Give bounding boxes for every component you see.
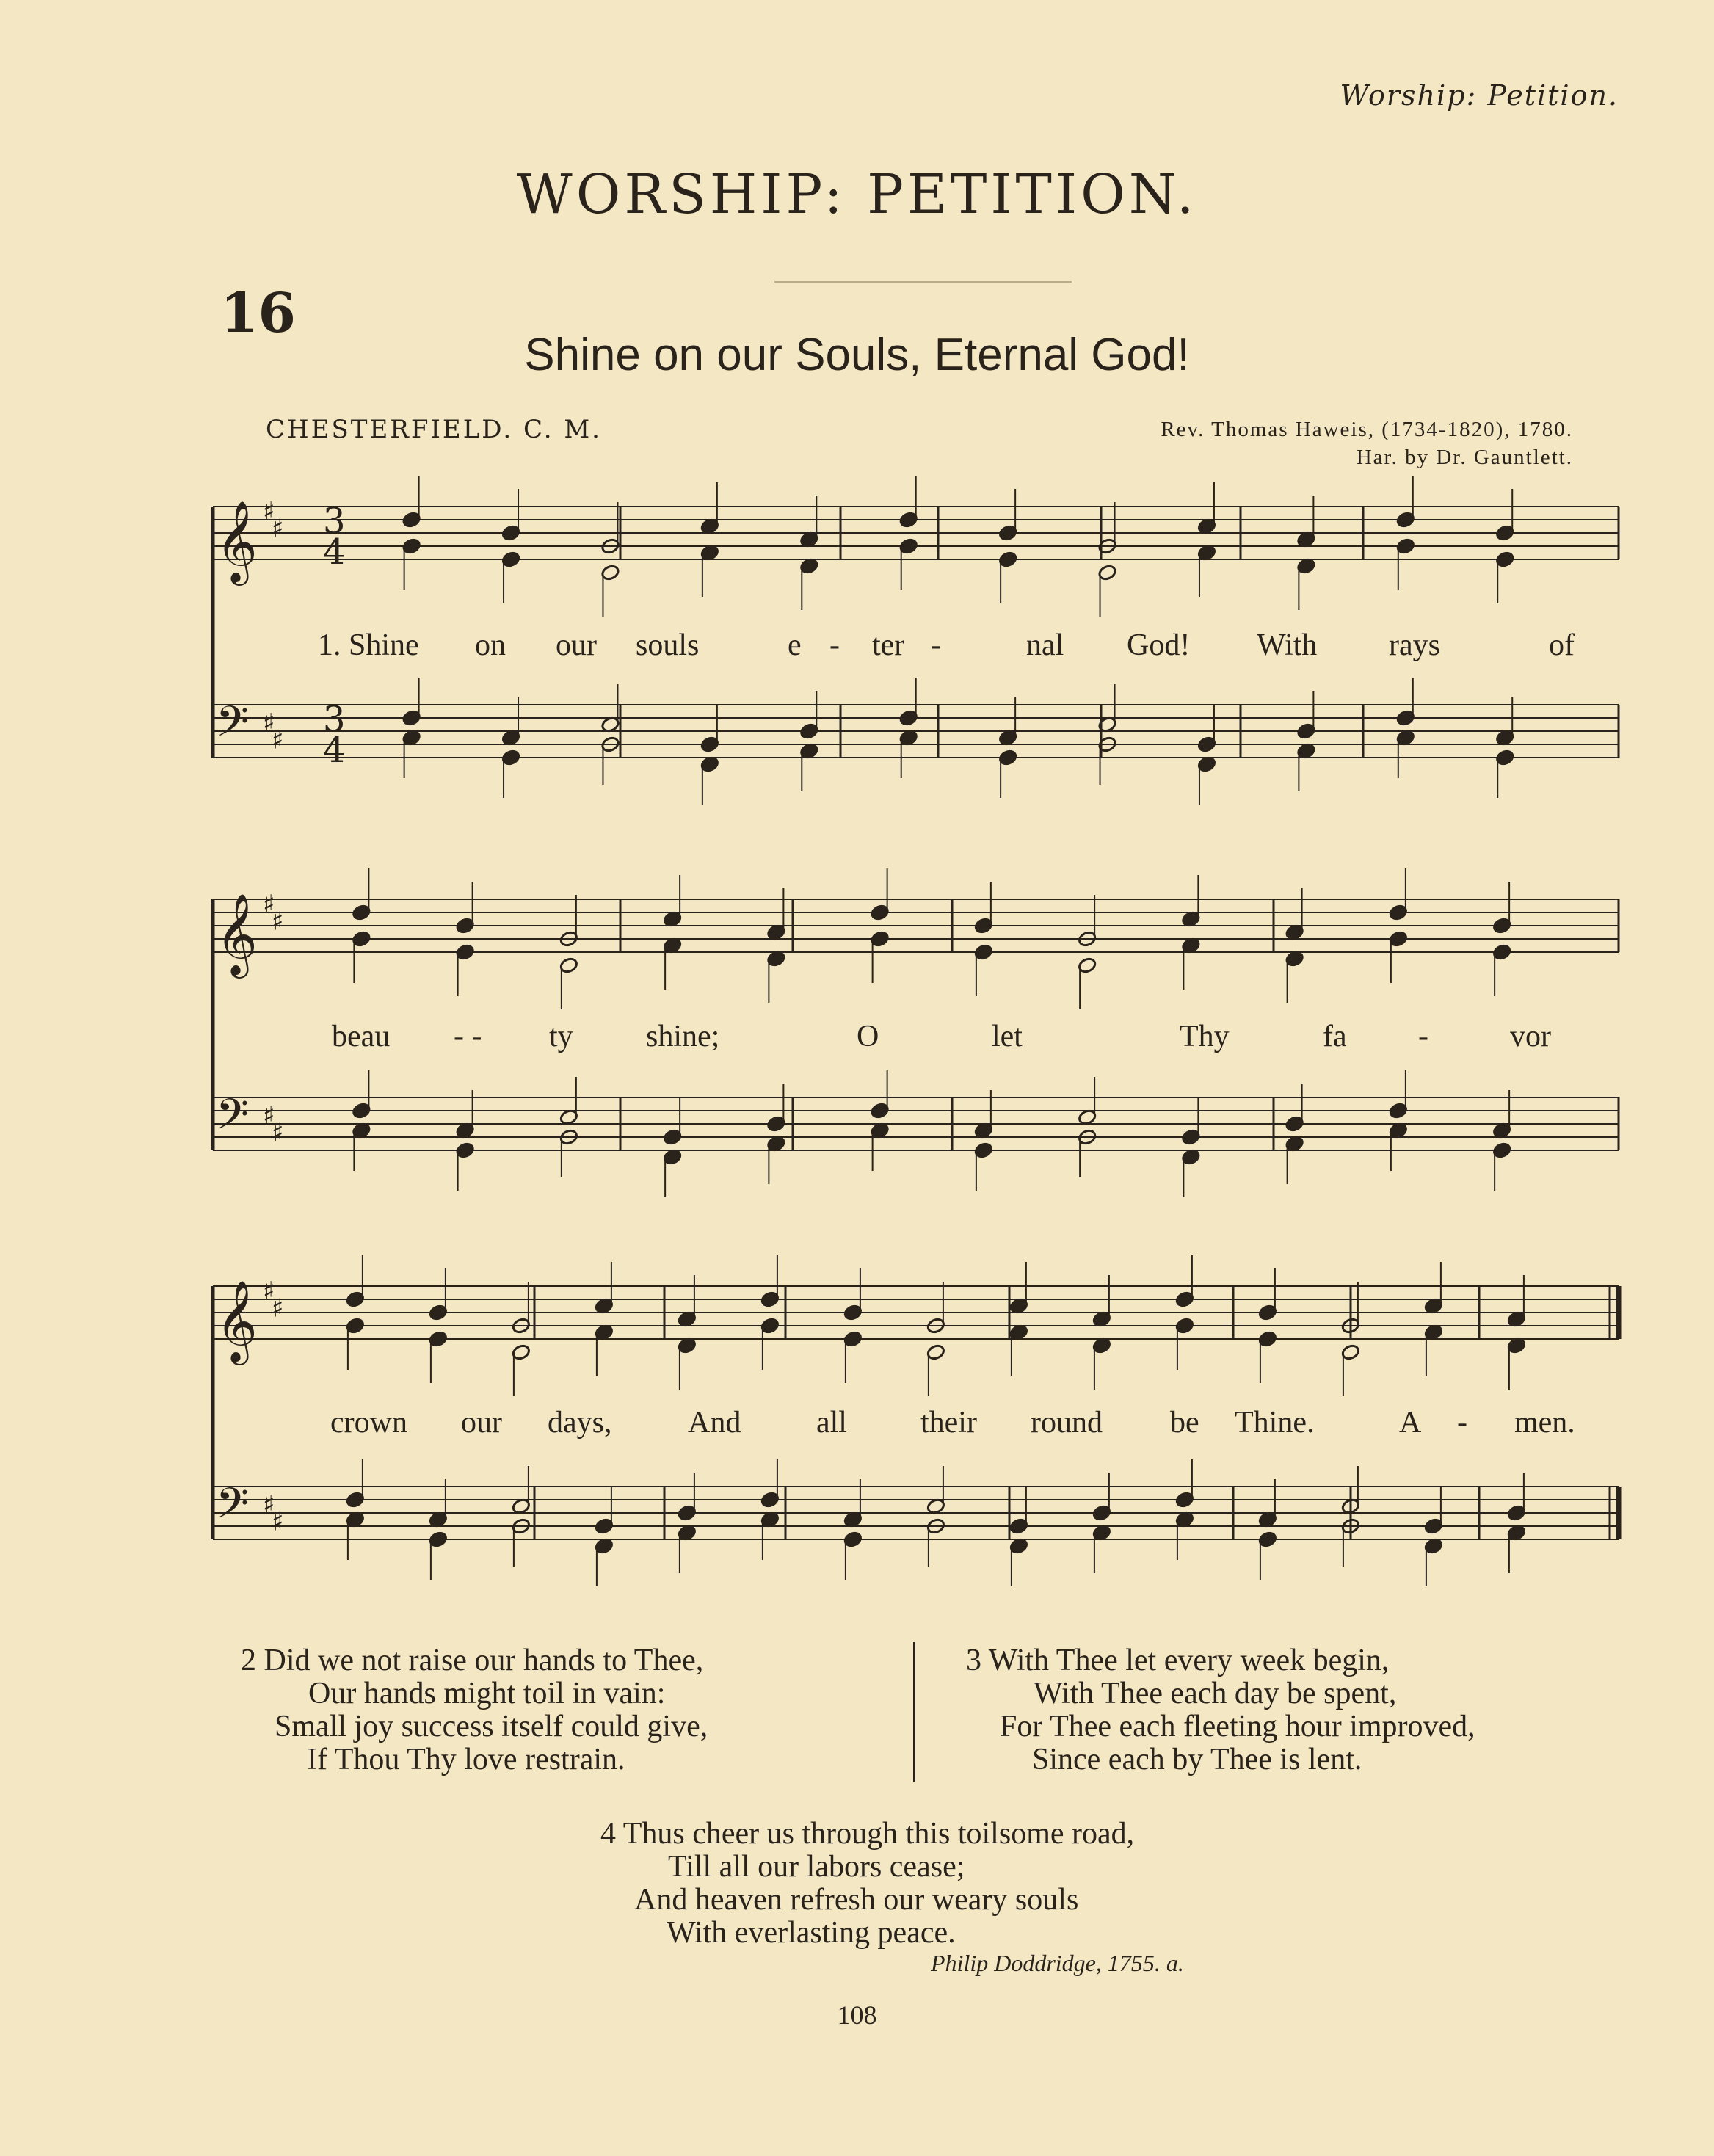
note-head [870,904,890,921]
note-head [760,1317,780,1335]
column-divider [913,1642,915,1782]
note-head [663,1148,683,1166]
note-head [926,1343,946,1361]
note-head [926,1498,946,1515]
verse-3 [966,1644,1475,1776]
verse-line: Thus cheer us through this toilsome road, [622,1817,1135,1851]
verse-line: Since each by Thee is lent. [1032,1743,1362,1776]
treble-clef: 𝄞 [216,1280,258,1362]
note-head [1296,531,1316,548]
note-head [974,1141,994,1159]
sharp-sign: ♯ [272,907,284,937]
time-signature: 3 [323,501,346,542]
note-head [998,729,1018,747]
note-head [1296,742,1316,760]
lyric-syllable: shine; [646,1020,720,1053]
note-head [1395,511,1415,529]
note-head [512,1498,531,1515]
sharp-sign: ♯ [263,1101,275,1130]
note-head [429,1304,449,1321]
note-head [799,722,819,740]
note-head [663,937,683,954]
note-head [595,1324,614,1341]
bass-clef: 𝄢 [216,1089,250,1150]
note-head [559,1108,579,1126]
note-head [799,557,819,575]
note-head [501,524,521,542]
verse-line: If Thou Thy love restrain. [307,1743,625,1776]
lyric-syllable: - - [454,1020,482,1053]
verse-number: 2 [241,1644,256,1677]
note-head [766,950,786,968]
note-head [1197,755,1217,773]
note-head [1389,1122,1409,1139]
note-head [766,923,786,941]
note-head [1296,557,1316,575]
note-head [1285,1135,1304,1153]
lyric-syllable: A [1399,1406,1422,1440]
section-title: WORSHIP: PETITION. [516,163,1198,226]
sharp-sign: ♯ [263,890,275,919]
lyric-syllable: 1. Shine [318,628,419,662]
lyric-syllable: our [461,1406,502,1440]
note-head [700,736,720,753]
note-head [455,1141,475,1159]
note-head [1258,1531,1278,1548]
lyric-syllable: of [1549,628,1575,662]
note-head [1395,729,1415,747]
note-head [595,1537,614,1555]
lyric-syllable: nal [1026,628,1064,662]
note-head [1181,1148,1201,1166]
note-head [1389,930,1409,948]
note-head [1424,1297,1444,1315]
note-head [600,716,620,733]
note-head [870,1122,890,1139]
note-head [352,904,371,921]
note-head [926,1317,946,1335]
note-head [559,930,579,948]
sharp-sign: ♯ [263,497,275,526]
sharp-sign: ♯ [272,1507,284,1537]
time-signature: 4 [323,730,346,771]
note-head [1175,1291,1195,1308]
lyric-syllable: round [1031,1406,1103,1440]
note-head [843,1330,863,1348]
note-head [595,1517,614,1535]
note-head [1009,1297,1029,1315]
note-head [1097,736,1117,753]
note-head [600,537,620,555]
note-head [974,943,994,961]
note-head [1175,1317,1195,1335]
lyric-syllable: O [857,1020,879,1053]
note-head [559,957,579,974]
note-head [402,511,421,529]
note-head [1097,537,1117,555]
note-head [600,564,620,581]
note-head [1285,923,1304,941]
note-head [898,709,918,727]
lyric-syllable: souls [636,628,700,662]
note-head [1258,1304,1278,1321]
note-head [1258,1511,1278,1528]
note-head [455,943,475,961]
note-head [1097,716,1117,733]
note-head [1181,1128,1201,1146]
verse-4 [600,1818,1134,1950]
note-head [843,1511,863,1528]
note-head [700,755,720,773]
note-head [1181,910,1201,928]
note-head [402,729,421,747]
note-head [1495,524,1515,542]
verse-line: Small joy success itself could give, [275,1710,708,1743]
note-head [1258,1330,1278,1348]
lyric-syllable: let [992,1020,1023,1053]
note-head [1492,1141,1512,1159]
note-head [352,1102,371,1119]
bass-clef: 𝄢 [216,1478,250,1539]
note-head [1092,1524,1112,1542]
verse-line: With Thee each day be spent, [1034,1677,1397,1710]
lyric-syllable: With [1257,628,1318,662]
note-head [1296,722,1316,740]
running-head: Worship: Petition. [1340,79,1619,112]
note-head [1495,729,1515,747]
note-head [352,1122,371,1139]
note-head [998,749,1018,766]
note-head [1492,1122,1512,1139]
note-head [898,729,918,747]
lyric-syllable: - [1418,1020,1428,1053]
note-head [501,551,521,568]
note-head [1424,1537,1444,1555]
note-head [501,749,521,766]
verse-number: 3 [966,1644,981,1677]
note-head [1507,1337,1527,1354]
note-head [760,1491,780,1509]
note-head [1092,1504,1112,1522]
note-head [429,1330,449,1348]
note-head [1078,1128,1097,1146]
note-head [1492,943,1512,961]
lyric-syllable: ter [872,628,905,662]
note-head [1507,1524,1527,1542]
note-head [512,1317,531,1335]
treble-clef: 𝄞 [216,500,258,582]
note-head [1495,749,1515,766]
note-head [1181,937,1201,954]
note-head [1507,1504,1527,1522]
lyric-syllable: days, [548,1406,612,1440]
note-head [1395,709,1415,727]
note-head [1175,1491,1195,1509]
note-head [1092,1337,1112,1354]
lyric-syllable: all [816,1406,847,1440]
note-head [1009,1537,1029,1555]
sharp-sign: ♯ [272,1118,284,1148]
lyric-syllable: rays [1389,628,1440,662]
note-head [512,1343,531,1361]
lyric-syllable: e [788,628,802,662]
note-head [1492,917,1512,934]
note-head [760,1511,780,1528]
note-head [501,729,521,747]
verse-line: Did we not raise our hands to Thee, [264,1644,704,1677]
note-head [678,1310,697,1328]
note-head [700,518,720,535]
lyric-syllable: be [1170,1406,1199,1440]
note-head [678,1337,697,1354]
verse-line: With everlasting peace. [667,1916,956,1950]
note-head [1092,1310,1112,1328]
lyric-syllable: - [931,628,941,662]
note-head [1009,1324,1029,1341]
note-head [455,917,475,934]
note-head [926,1517,946,1535]
note-head [998,551,1018,568]
note-head [678,1524,697,1542]
lyric-syllable: And [688,1406,741,1440]
lyric-syllable: our [556,628,597,662]
divider-rule [774,281,1072,283]
hymn-number: 16 [220,282,296,345]
note-head [346,1317,366,1335]
note-head [346,1291,366,1308]
note-head [1341,1343,1361,1361]
lyric-syllable: - [829,628,840,662]
lyric-syllable: ty [549,1020,573,1053]
lyric-syllable: crown [330,1406,407,1440]
verse-number: 4 [600,1817,616,1851]
verse-2 [241,1644,708,1776]
note-head [974,917,994,934]
lyric-syllable: on [475,628,506,662]
note-head [998,524,1018,542]
note-head [402,709,421,727]
note-head [678,1504,697,1522]
verse-line: Our hands might toil in vain: [308,1677,666,1710]
lyric-syllable: God! [1127,628,1191,662]
note-head [1285,1115,1304,1133]
sharp-sign: ♯ [263,1277,275,1306]
hymn-title: Shine on our Souls, Eternal God! [524,330,1190,380]
author-attribution: Philip Doddridge, 1755. a. [931,1950,1184,1976]
note-head [1078,957,1097,974]
note-head [1078,1108,1097,1126]
note-head [1009,1517,1029,1535]
page-number: 108 [837,2000,877,2030]
sharp-sign: ♯ [263,1490,275,1520]
note-head [600,736,620,753]
composer-line-1: Rev. Thomas Haweis, (1734-1820), 1780. [1161,418,1573,441]
bass-clef: 𝄢 [216,697,250,757]
note-head [512,1517,531,1535]
note-head [898,511,918,529]
time-signature: 3 [323,699,346,740]
note-head [1495,551,1515,568]
note-head [843,1531,863,1548]
note-head [1285,950,1304,968]
note-head [559,1128,579,1146]
lyric-syllable: vor [1510,1020,1551,1053]
note-head [402,537,421,555]
note-head [352,930,371,948]
note-head [870,930,890,948]
note-head [1424,1517,1444,1535]
note-head [455,1122,475,1139]
lyric-syllable: - [1457,1406,1467,1440]
note-head [1389,904,1409,921]
note-head [1197,736,1217,753]
lyric-syllable: their [920,1406,977,1440]
treble-clef: 𝄞 [216,893,258,975]
note-head [1197,518,1217,535]
lyric-syllable: men. [1514,1406,1575,1440]
note-head [1197,544,1217,562]
note-head [1078,930,1097,948]
lyric-syllable: Thy [1180,1020,1230,1053]
sharp-sign: ♯ [272,514,284,544]
note-head [1097,564,1117,581]
composer-line-2: Har. by Dr. Gauntlett. [1356,446,1573,469]
note-head [1175,1511,1195,1528]
sharp-sign: ♯ [263,708,275,738]
verse-line: For Thee each fleeting hour improved, [1000,1710,1475,1743]
note-head [1424,1324,1444,1341]
note-head [663,1128,683,1146]
note-head [1507,1310,1527,1328]
verse-line: With Thee let every week begin, [988,1644,1390,1677]
note-head [663,910,683,928]
note-head [766,1115,786,1133]
note-head [799,531,819,548]
note-head [1341,1498,1361,1515]
verse-line: And heaven refresh our weary souls [634,1883,1079,1917]
sharp-sign: ♯ [272,1293,284,1324]
note-head [870,1102,890,1119]
composer-credit [1161,415,1573,471]
note-head [1341,1317,1361,1335]
note-head [1395,537,1415,555]
lyric-syllable: fa [1323,1020,1347,1053]
note-head [429,1531,449,1548]
note-head [760,1291,780,1308]
note-head [700,544,720,562]
verse-line: Till all our labors cease; [668,1850,965,1884]
time-signature: 4 [323,531,346,573]
note-head [346,1511,366,1528]
note-head [898,537,918,555]
sharp-sign: ♯ [272,725,284,755]
note-head [974,1122,994,1139]
note-head [766,1135,786,1153]
tune-name: CHESTERFIELD. C. M. [266,415,602,444]
lyric-syllable: Thine. [1235,1406,1315,1440]
note-head [1389,1102,1409,1119]
note-head [429,1511,449,1528]
note-head [346,1491,366,1509]
note-head [595,1297,614,1315]
note-head [1341,1517,1361,1535]
lyric-syllable: beau [332,1020,391,1053]
note-head [799,742,819,760]
note-head [843,1304,863,1321]
